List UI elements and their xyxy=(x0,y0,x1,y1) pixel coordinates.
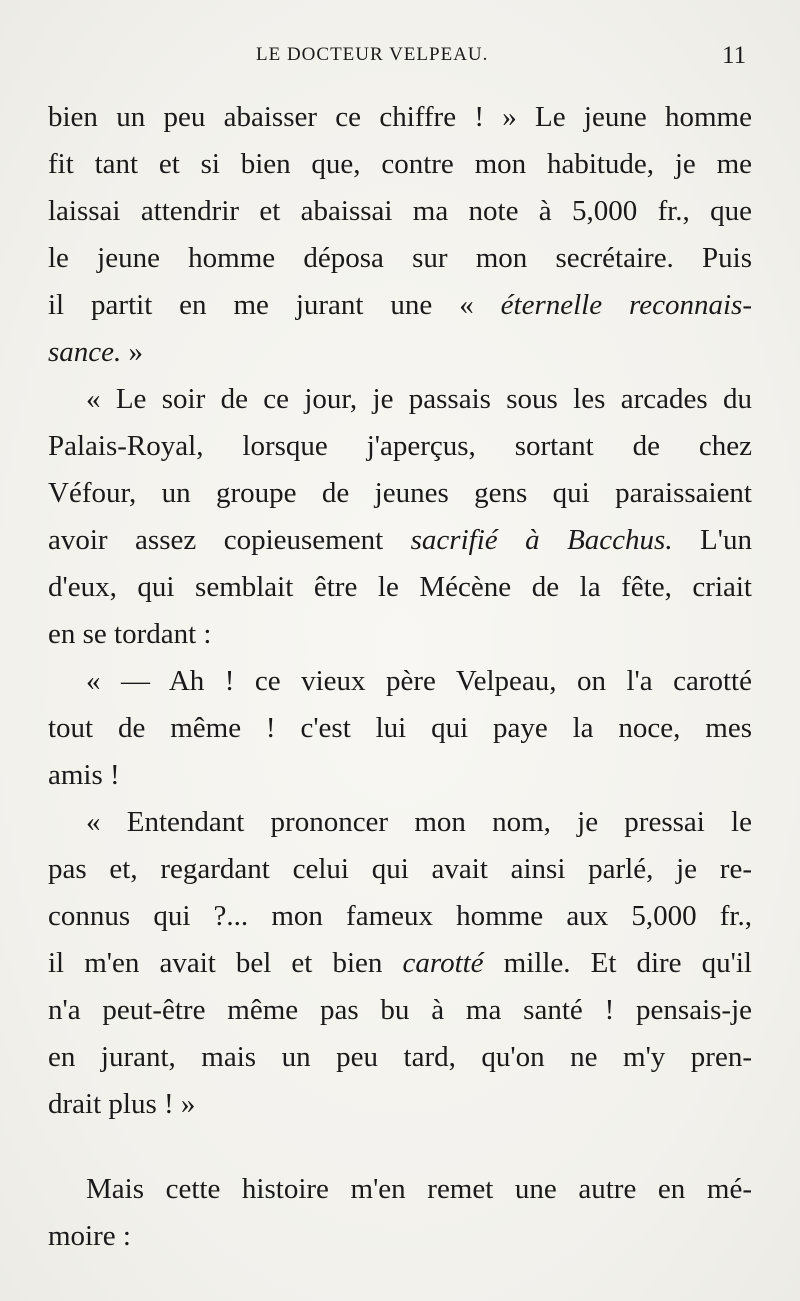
text-line: pas et, regardant celui qui avait ainsi parlé, je re- xyxy=(48,853,752,885)
text-line: bien un peu abaisser ce chiffre ! » Le jeune homme xyxy=(48,101,752,133)
italic-text: carotté xyxy=(402,947,484,979)
text-line: connus qui ?... mon fameux homme aux 5,000 fr., xyxy=(48,900,752,932)
text-line: drait plus ! » xyxy=(48,1088,196,1120)
text-line: « Entendant prononcer mon nom, je pressai le xyxy=(86,806,752,838)
page-number: 11 xyxy=(722,42,747,69)
text-line xyxy=(48,329,752,376)
text-span: » xyxy=(121,336,144,368)
text-span: il partit en me jurant une « xyxy=(48,289,501,321)
text-span: avoir assez copieusement xyxy=(48,524,411,556)
text-line: amis ! xyxy=(48,759,120,791)
text-span: il m'en avait bel et bien xyxy=(48,947,403,979)
body-text xyxy=(48,94,752,1260)
text-span: mille. Et dire qu'il xyxy=(483,947,752,979)
text-line: laissai attendrir et abaissai ma note à 5,000 fr., que xyxy=(48,195,752,227)
paragraph-4 xyxy=(48,799,752,1128)
text-line: tout de même ! c'est lui qui paye la noce, mes xyxy=(48,712,752,744)
text-span: L'un xyxy=(672,524,752,556)
italic-text: éternelle reconnais- xyxy=(500,289,752,321)
running-title: LE DOCTEUR VELPEAU. xyxy=(256,44,489,65)
text-line: n'a peut-être même pas bu à ma santé ! pensais-je xyxy=(48,994,752,1026)
paragraph-2 xyxy=(48,376,752,658)
italic-text: sacrifié à Bacchus. xyxy=(410,524,673,556)
paragraph-1 xyxy=(48,94,752,376)
text-line: Palais-Royal, lorsque j'aperçus, sortant de chez xyxy=(48,430,752,462)
text-line: « — Ah ! ce vieux père Velpeau, on l'a carotté xyxy=(86,665,752,697)
paragraph-5 xyxy=(48,1166,752,1260)
text-line xyxy=(48,517,752,564)
paragraph-3 xyxy=(48,658,752,799)
text-line xyxy=(48,282,752,329)
italic-text: sance. xyxy=(48,336,122,368)
text-line: Véfour, un groupe de jeunes gens qui paraissaient xyxy=(48,477,752,509)
text-line: le jeune homme déposa sur mon secrétaire. Puis xyxy=(48,242,752,274)
text-line xyxy=(48,940,752,987)
text-line: « Le soir de ce jour, je passais sous les arcades du xyxy=(86,383,752,415)
text-line: en se tordant : xyxy=(48,618,212,650)
text-line: fit tant et si bien que, contre mon habitude, je me xyxy=(48,148,752,180)
text-line: d'eux, qui semblait être le Mécène de la fête, criait xyxy=(48,571,752,603)
text-line: Mais cette histoire m'en remet une autre en mé- xyxy=(86,1173,752,1205)
section-gap xyxy=(48,1128,752,1166)
text-line: moire : xyxy=(48,1220,131,1252)
text-line: en jurant, mais un peu tard, qu'on ne m'y pren- xyxy=(48,1041,752,1073)
